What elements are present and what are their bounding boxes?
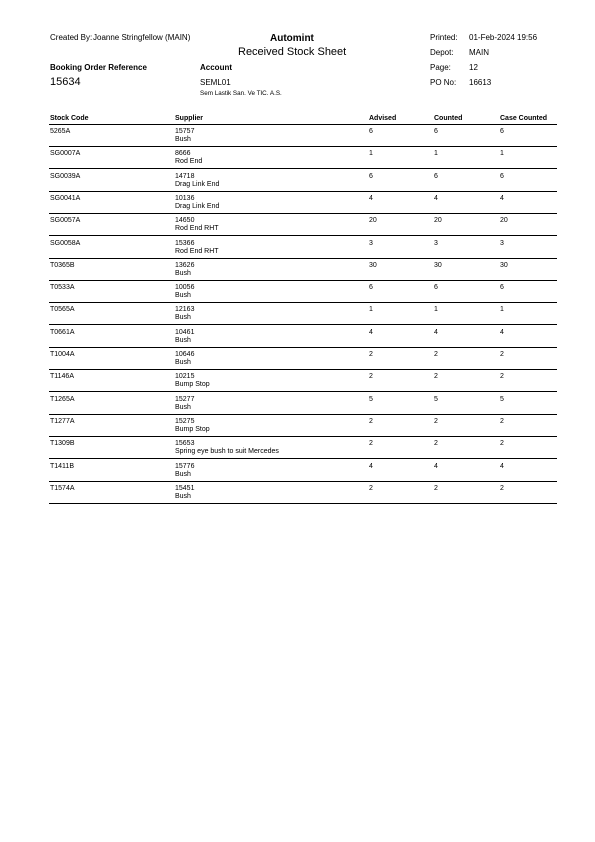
row-divider — [49, 414, 557, 415]
item-description: Bush — [175, 269, 191, 277]
item-description: Drag Link End — [175, 180, 220, 188]
counted-qty: 30 — [434, 261, 442, 269]
case-counted-qty: 20 — [500, 217, 508, 225]
counted-qty: 6 — [434, 128, 438, 135]
po-label: PO No: — [430, 78, 457, 87]
supplier-code: 12163 — [175, 306, 195, 314]
advised-qty: 3 — [369, 239, 373, 247]
stock-code: SG0007A — [50, 150, 81, 158]
item-description: Bush — [175, 403, 191, 411]
row-divider — [49, 458, 557, 459]
case-counted-qty: 1 — [500, 306, 504, 314]
booking-ref-label: Booking Order Reference — [50, 63, 147, 72]
stock-code: T1277A — [50, 417, 75, 425]
stock-code: T0533A — [50, 284, 75, 292]
counted-qty: 3 — [434, 239, 438, 247]
counted-qty: 4 — [434, 462, 438, 470]
item-description: Bush — [175, 336, 191, 344]
case-counted-qty: 3 — [500, 239, 504, 247]
advised-qty: 2 — [369, 484, 373, 492]
row-divider — [49, 436, 557, 437]
account-label: Account — [200, 63, 232, 72]
item-description: Bush — [175, 470, 191, 478]
supplier-code: 8666 — [175, 150, 191, 158]
printed-value: 01-Feb-2024 19:56 — [469, 33, 538, 42]
advised-qty: 4 — [369, 194, 373, 202]
stock-code: T0365B — [50, 261, 75, 269]
counted-qty: 4 — [434, 328, 438, 336]
row-divider — [49, 369, 557, 370]
item-description: Bush — [175, 136, 191, 143]
stock-code: T1004A — [50, 351, 75, 358]
advised-qty: 2 — [369, 440, 373, 448]
item-description: Bush — [175, 314, 191, 322]
depot-label: Depot: — [430, 48, 454, 57]
supplier-code: 13626 — [175, 261, 195, 269]
stock-code: T1265A — [50, 395, 75, 403]
stock-code: T0565A — [50, 306, 75, 314]
column-header-counted: Counted — [434, 115, 463, 122]
item-description: Drag Link End — [175, 202, 220, 210]
row-divider — [49, 146, 557, 147]
row-divider — [49, 280, 557, 281]
column-header-case-counted: Case Counted — [500, 115, 548, 122]
stock-code: T1411B — [50, 462, 74, 470]
supplier-code: 15757 — [175, 128, 195, 135]
row-divider — [49, 347, 557, 348]
counted-qty: 4 — [434, 194, 438, 202]
page-value: 12 — [469, 63, 478, 72]
counted-qty: 20 — [434, 217, 442, 225]
counted-qty: 2 — [434, 373, 438, 381]
item-description: Bush — [175, 492, 191, 500]
case-counted-qty: 2 — [500, 417, 504, 425]
stock-code: SG0057A — [50, 217, 81, 225]
supplier-code: 15776 — [175, 462, 195, 470]
row-divider — [49, 324, 557, 325]
counted-qty: 2 — [434, 351, 438, 358]
item-description: Rod End RHT — [175, 247, 219, 255]
stock-code: SG0058A — [50, 239, 81, 247]
account-code: SEML01 — [200, 78, 231, 87]
case-counted-qty: 4 — [500, 462, 504, 470]
item-description: Rod End RHT — [175, 225, 219, 233]
counted-qty: 5 — [434, 395, 438, 403]
advised-qty: 1 — [369, 150, 373, 158]
created-by-value: Joanne Stringfellow (MAIN) — [93, 33, 191, 42]
counted-qty: 6 — [434, 172, 438, 180]
row-divider — [49, 235, 557, 236]
supplier-code: 15451 — [175, 484, 195, 492]
case-counted-qty: 1 — [500, 150, 504, 158]
row-divider — [49, 191, 557, 192]
row-divider — [49, 391, 557, 392]
item-description: Bush — [175, 359, 191, 366]
counted-qty: 1 — [434, 150, 438, 158]
advised-qty: 2 — [369, 417, 373, 425]
row-divider — [49, 168, 557, 169]
advised-qty: 4 — [369, 328, 373, 336]
row-divider — [49, 481, 557, 482]
supplier-code: 15653 — [175, 440, 195, 448]
created-by-label: Created By: — [50, 33, 93, 42]
item-description: Spring eye bush to suit Mercedes — [175, 448, 279, 456]
depot-value: MAIN — [469, 48, 489, 57]
advised-qty: 6 — [369, 284, 373, 292]
column-header-supplier: Supplier — [175, 115, 204, 122]
printed-label: Printed: — [430, 33, 458, 42]
counted-qty: 2 — [434, 440, 438, 448]
row-divider — [49, 503, 557, 504]
stock-code: T1309B — [50, 440, 75, 448]
case-counted-qty: 4 — [500, 194, 504, 202]
column-header-advised: Advised — [369, 115, 397, 122]
advised-qty: 5 — [369, 395, 373, 403]
company-name: Automint — [270, 33, 314, 44]
advised-qty: 6 — [369, 128, 373, 135]
stock-code: SG0041A — [50, 194, 81, 202]
case-counted-qty: 2 — [500, 484, 504, 492]
stock-code: T0661A — [50, 328, 75, 336]
supplier-code: 10646 — [175, 351, 195, 358]
item-description: Bush — [175, 292, 191, 300]
case-counted-qty: 6 — [500, 172, 504, 180]
item-description: Bump Stop — [175, 425, 210, 433]
supplier-code: 15366 — [175, 239, 195, 247]
item-description: Rod End — [175, 158, 203, 166]
counted-qty: 2 — [434, 417, 438, 425]
case-counted-qty: 6 — [500, 128, 504, 135]
case-counted-qty: 5 — [500, 395, 504, 403]
counted-qty: 6 — [434, 284, 438, 292]
po-value: 16613 — [469, 78, 492, 87]
supplier-code: 10461 — [175, 328, 195, 336]
supplier-code: 10056 — [175, 284, 195, 292]
row-divider — [49, 302, 557, 303]
booking-ref-value: 15634 — [50, 76, 81, 88]
case-counted-qty: 2 — [500, 440, 504, 448]
account-name: Sem Lastik San. Ve TIC. A.S. — [200, 90, 282, 97]
stock-code: SG0039A — [50, 172, 81, 180]
case-counted-qty: 2 — [500, 351, 504, 358]
stock-code: T1146A — [50, 373, 74, 381]
counted-qty: 2 — [434, 484, 438, 492]
column-header-stock-code: Stock Code — [50, 115, 89, 122]
stock-code: 5265A — [50, 128, 71, 135]
row-divider — [49, 213, 557, 214]
counted-qty: 1 — [434, 306, 438, 314]
advised-qty: 20 — [369, 217, 377, 225]
supplier-code: 14650 — [175, 217, 195, 225]
case-counted-qty: 4 — [500, 328, 504, 336]
item-description: Bump Stop — [175, 381, 210, 389]
row-divider — [49, 258, 557, 259]
case-counted-qty: 2 — [500, 373, 504, 381]
case-counted-qty: 6 — [500, 284, 504, 292]
case-counted-qty: 30 — [500, 261, 508, 269]
advised-qty: 2 — [369, 373, 373, 381]
advised-qty: 4 — [369, 462, 373, 470]
page-label: Page: — [430, 63, 451, 72]
advised-qty: 30 — [369, 261, 377, 269]
stock-code: T1574A — [50, 484, 75, 492]
table-header-divider — [49, 124, 557, 125]
advised-qty: 1 — [369, 306, 373, 314]
supplier-code: 14718 — [175, 172, 195, 180]
advised-qty: 6 — [369, 172, 373, 180]
supplier-code: 15275 — [175, 417, 195, 425]
sheet-title: Received Stock Sheet — [238, 46, 347, 58]
supplier-code: 10215 — [175, 373, 195, 381]
supplier-code: 15277 — [175, 395, 195, 403]
supplier-code: 10136 — [175, 194, 195, 202]
advised-qty: 2 — [369, 351, 373, 358]
